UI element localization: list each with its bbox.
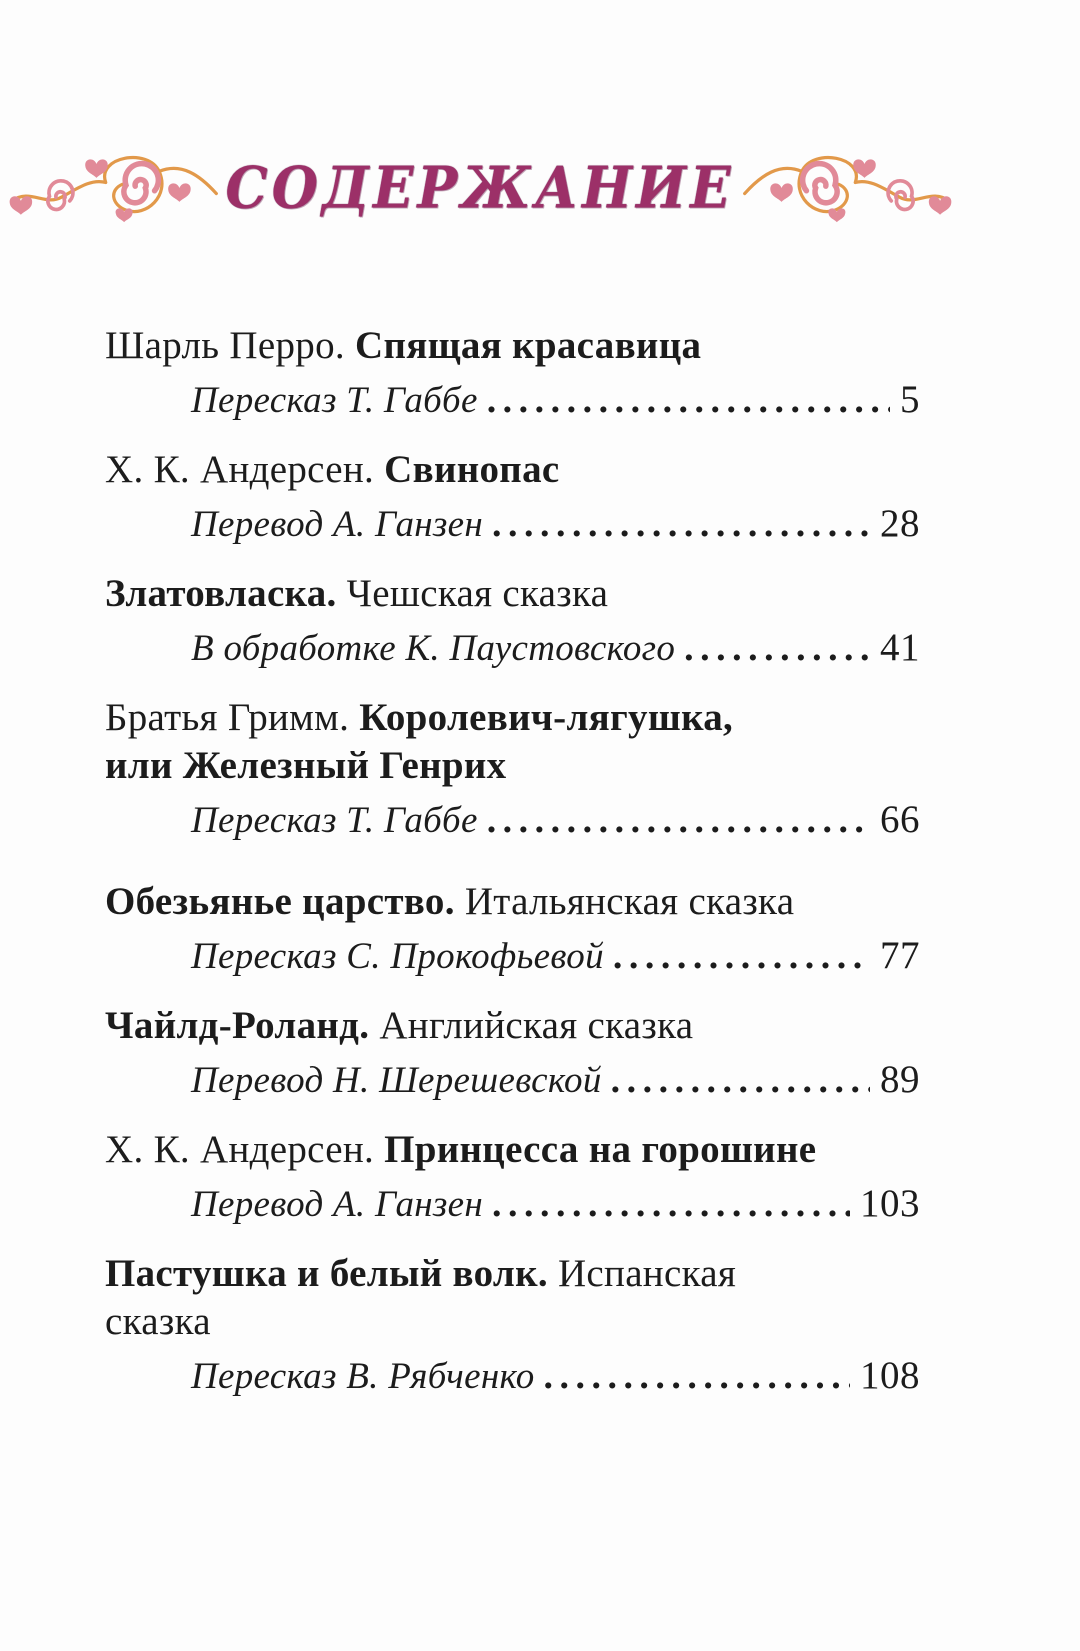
toc-entry xyxy=(105,878,920,981)
translator-credit: Пересказ Т. Габбе xyxy=(191,800,478,841)
page-number: 5 xyxy=(900,378,920,421)
entry-title-line xyxy=(105,1002,920,1050)
toc-entry xyxy=(105,1002,920,1105)
translator-credit: Пересказ С. Прокофьевой xyxy=(191,936,604,977)
author-or-origin-segment: Братья Гримм. xyxy=(105,696,360,739)
toc-entry xyxy=(105,1250,920,1401)
page-number: 89 xyxy=(880,1058,920,1101)
author-or-origin-segment: Испанская xyxy=(557,1252,737,1295)
story-title-segment: или Железный Генрих xyxy=(105,744,507,787)
toc-entry xyxy=(105,322,920,425)
entry-title-line xyxy=(105,742,920,790)
story-title-segment: Чайлд-Роланд. xyxy=(105,1004,380,1047)
translator-credit: В обработке К. Паустовского xyxy=(191,628,676,669)
entry-title-line xyxy=(105,570,920,618)
story-title-segment: Обезьянье царство. xyxy=(105,880,465,923)
entry-title-line xyxy=(105,694,920,742)
translator-credit: Перевод А. Ганзен xyxy=(191,1184,484,1225)
page-number: 28 xyxy=(880,502,920,545)
page-number: 103 xyxy=(860,1182,920,1225)
author-or-origin-segment: сказка xyxy=(105,1300,211,1343)
translator-credit: Перевод Н. Шерешевской xyxy=(191,1060,602,1101)
dot-leader xyxy=(612,933,870,981)
toc-entry xyxy=(105,570,920,673)
story-title-segment: Спящая красавица xyxy=(355,324,702,367)
entry-reference xyxy=(105,376,920,425)
entry-title-line xyxy=(105,322,920,370)
toc-entry xyxy=(105,1126,920,1229)
dot-leader xyxy=(683,625,870,673)
entry-reference xyxy=(105,1056,920,1105)
translator-credit: Пересказ Т. Габбе xyxy=(191,380,478,421)
translator-credit: Пересказ В. Рябченко xyxy=(191,1356,535,1397)
page-number: 108 xyxy=(860,1354,920,1397)
entry-title-line xyxy=(105,446,920,494)
dot-leader xyxy=(543,1353,851,1401)
entry-reference xyxy=(105,624,920,673)
story-title-segment: Пастушка и белый волк. xyxy=(105,1252,558,1295)
toc-entry xyxy=(105,446,920,549)
story-title-segment: Златовласка. xyxy=(105,572,347,615)
author-or-origin-segment: Итальянская сказка xyxy=(464,880,795,923)
author-or-origin-segment: Х. К. Андерсен. xyxy=(105,448,385,491)
entry-reference xyxy=(105,1180,920,1229)
translator-credit: Перевод А. Ганзен xyxy=(191,504,484,545)
author-or-origin-segment: Чешская сказка xyxy=(346,572,609,615)
dot-leader xyxy=(610,1057,870,1105)
entry-reference xyxy=(105,932,920,981)
dot-leader xyxy=(491,501,870,549)
rose-vine-ornament-right xyxy=(741,144,953,232)
author-or-origin-segment: Х. К. Андерсен. xyxy=(105,1128,385,1171)
entry-title-line xyxy=(105,1250,920,1298)
page-number: 41 xyxy=(880,626,920,669)
author-or-origin-segment: Английская сказка xyxy=(379,1004,694,1047)
author-or-origin-segment: Шарль Перро. xyxy=(105,324,356,367)
entry-title-line xyxy=(105,1298,920,1346)
dot-leader xyxy=(486,377,890,425)
dot-leader xyxy=(491,1181,850,1229)
entry-reference xyxy=(105,1352,920,1401)
table-of-contents xyxy=(105,322,920,1434)
story-title-segment: Принцесса на горошине xyxy=(384,1128,817,1171)
toc-header xyxy=(30,136,930,240)
entry-reference xyxy=(105,796,920,845)
entry-title-line xyxy=(105,1126,920,1174)
entry-reference xyxy=(105,500,920,549)
page-number: 66 xyxy=(880,798,920,841)
rose-vine-ornament-left xyxy=(8,144,220,232)
entry-title-line xyxy=(105,878,920,926)
story-title-segment: Свинопас xyxy=(384,448,560,491)
toc-entry xyxy=(105,694,920,845)
story-title-segment: Королевич-лягушка, xyxy=(359,696,734,739)
page-title: СОДЕРЖАНИЕ xyxy=(225,154,735,222)
dot-leader xyxy=(486,797,870,845)
page-number: 77 xyxy=(880,934,920,977)
